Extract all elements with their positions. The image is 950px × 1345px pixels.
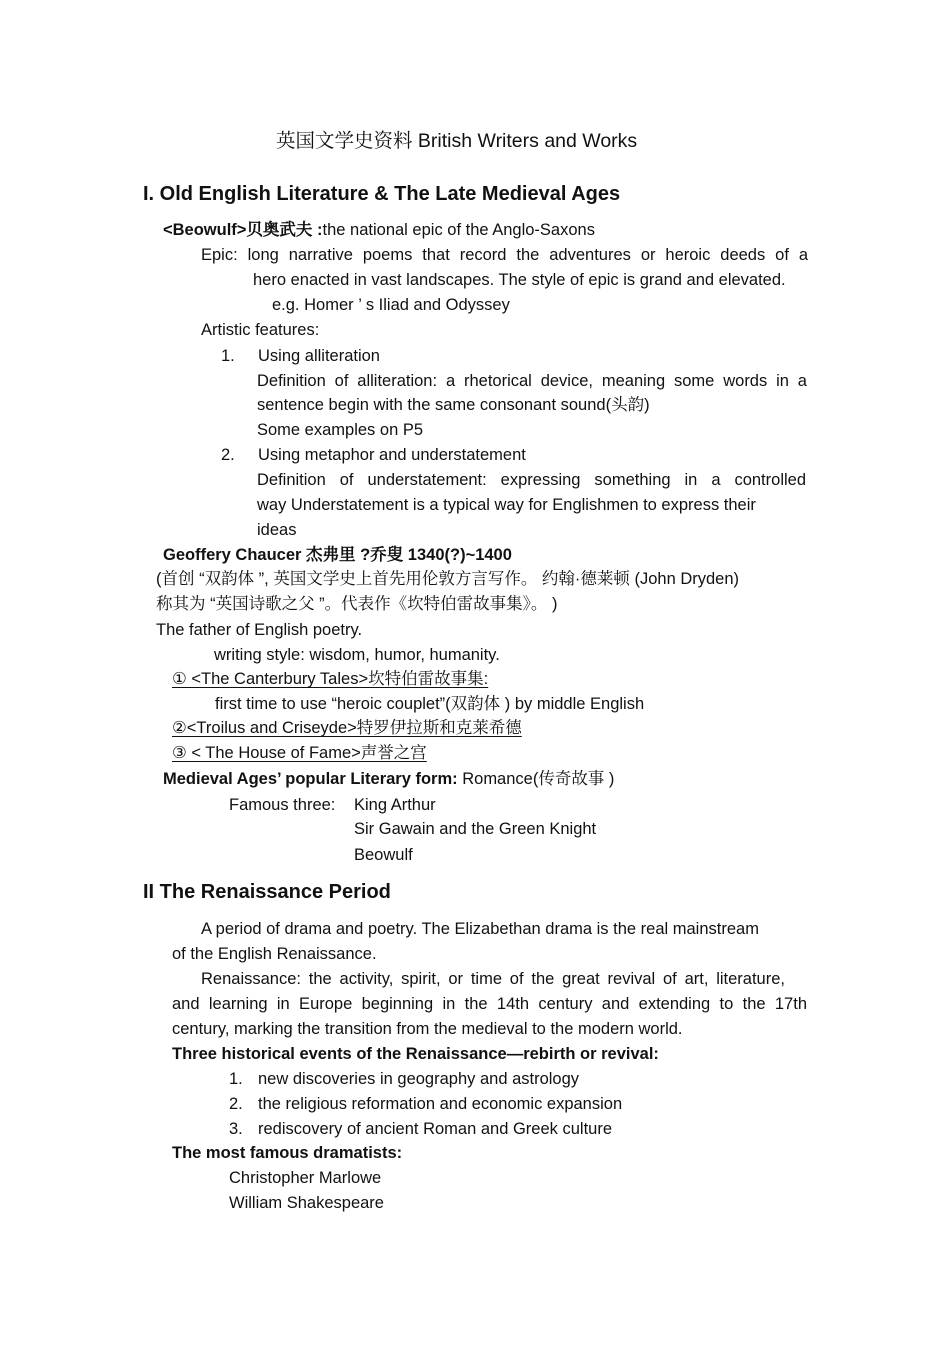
work-house-of-fame: ③ < The House of Fame>声誉之宫 [172,744,427,762]
dramatist-marlowe: Christopher Marlowe [229,1169,382,1187]
event2-text: the religious reformation and economic expansion [258,1095,623,1113]
feature2-number: 2. [221,446,235,464]
renaissance-definition-line2: and learning in Europe beginning in the 14th century and extending to the 17th [172,995,807,1013]
page-title: 英国文学史资料 British Writers and Works [276,130,638,152]
epic-example: e.g. Homer ’ s Iliad and Odyssey [272,296,510,314]
dramatists-heading: The most famous dramatists: [172,1144,403,1162]
epic-definition-line1: Epic: long narrative poems that record the adventures or heroic deeds of a [201,246,808,264]
famous-item-beowulf: Beowulf [354,846,413,864]
alliteration-definition-line2: sentence begin with the same consonant sound(头韵) [257,396,650,414]
alliteration-definition-line1: Definition of alliteration: a rhetorical device, meaning some words in a [257,372,807,390]
chaucer-note-line2: 称其为 “英国诗歌之父 ”。代表作《坎特伯雷故事集》。 ) [156,595,558,613]
work-troilus-criseyde: ②<Troilus and Criseyde>特罗伊拉斯和克莱希德 [172,719,522,737]
understatement-definition-line3: ideas [257,521,297,539]
beowulf-title: <Beowulf>贝奥武夫 : [163,221,323,239]
famous-three-label: Famous three: [229,796,336,814]
feature1-title: Using alliteration [258,347,380,365]
alliteration-examples: Some examples on P5 [257,421,424,439]
renaissance-intro-line1: A period of drama and poetry. The Elizabethan drama is the real mainstream [201,920,759,938]
understatement-definition-line2: way Understatement is a typical way for Englishmen to express their [257,496,756,514]
father-of-poetry: The father of English poetry. [156,621,363,639]
medieval-form: Romance(传奇故事 ) [457,770,615,788]
event3-text: rediscovery of ancient Roman and Greek culture [258,1120,613,1138]
event2-number: 2. [229,1095,243,1113]
event1-number: 1. [229,1070,243,1088]
writing-style: writing style: wisdom, humor, humanity. [214,646,500,664]
section-heading-old-english: I. Old English Literature & The Late Medieval Ages [143,183,621,205]
renaissance-intro-line2: of the English Renaissance. [172,945,377,963]
chaucer-note-line1: (首创 “双韵体 ”, 英国文学史上首先用伦敦方言写作。 约翰·德莱顿 (John Dryden) [156,570,740,588]
artistic-features-label: Artistic features: [201,321,320,339]
medieval-label: Medieval Ages’ popular Literary form: [163,770,458,788]
beowulf-description: the national epic of the Anglo-Saxons [322,221,595,239]
beowulf-entry [163,220,595,240]
renaissance-definition-line1: Renaissance: the activity, spirit, or time of the great revival of art, literature, [201,970,785,988]
historical-events-heading: Three historical events of the Renaissance—rebirth or revival: [172,1045,659,1063]
dramatist-shakespeare: William Shakespeare [229,1194,384,1212]
famous-item-king-arthur: King Arthur [354,796,436,814]
renaissance-definition-line3: century, marking the transition from the medieval to the modern world. [172,1020,683,1038]
feature1-number: 1. [221,347,235,365]
section-heading-renaissance: II The Renaissance Period [143,881,391,903]
feature2-title: Using metaphor and understatement [258,446,526,464]
chaucer-heading: Geoffery Chaucer 杰弗里 ?乔叟 1340(?)~1400 [163,546,512,564]
work-canterbury-tales: ① <The Canterbury Tales>坎特伯雷故事集: [172,670,489,688]
understatement-definition-line1: Definition of understatement: expressing something in a controlled [257,471,806,489]
event3-number: 3. [229,1120,243,1138]
canterbury-note: first time to use “heroic couplet”(双韵体 ) by middle English [215,695,645,713]
famous-item-sir-gawain: Sir Gawain and the Green Knight [354,820,597,838]
medieval-literary-form [163,769,614,789]
event1-text: new discoveries in geography and astrology [258,1070,580,1088]
epic-definition-line2: hero enacted in vast landscapes. The style of epic is grand and elevated. [253,271,786,289]
